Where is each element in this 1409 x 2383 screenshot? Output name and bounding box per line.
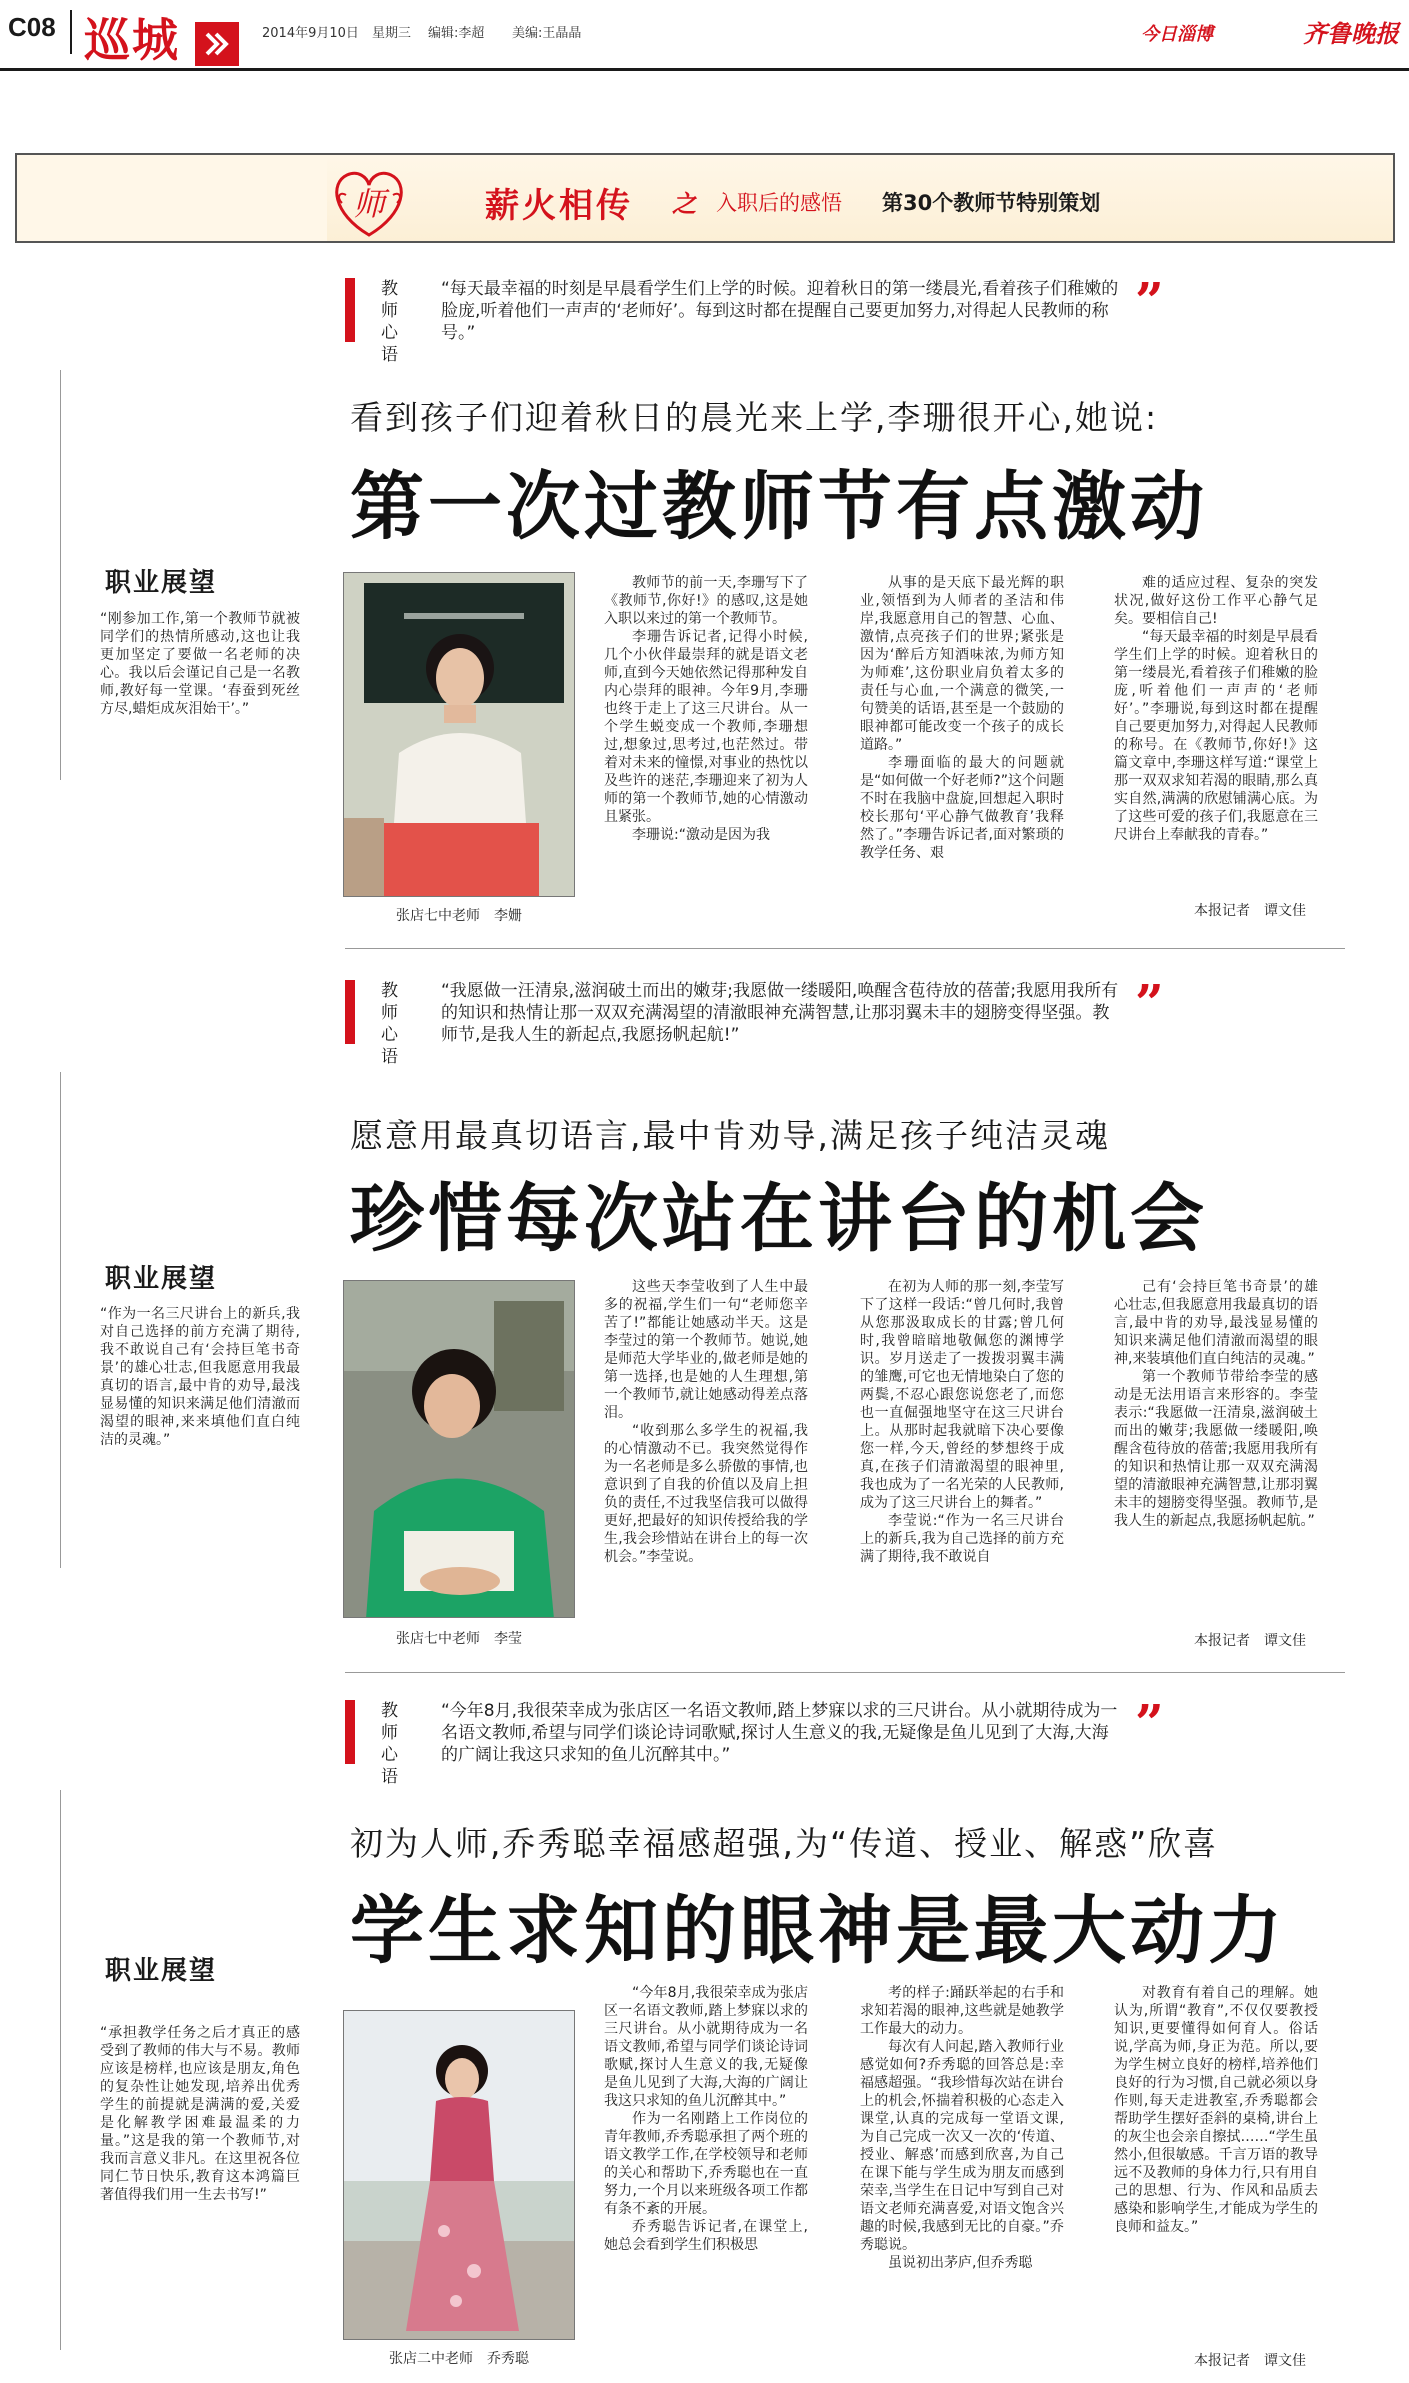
paragraph: 考的样子:踊跃举起的右手和求知若渴的眼神,这些就是她教学工作最大的动力。 — [860, 1985, 1064, 2037]
page-number: C08 — [8, 12, 56, 42]
sidebar-title: 职业展望 — [105, 568, 218, 598]
paper-name: 齐鲁晚报 — [1303, 19, 1399, 48]
section-divider — [345, 1672, 1345, 1673]
paragraph: 乔秀聪告诉记者,在课堂上,她总会看到学生们积极思 — [604, 2219, 808, 2253]
sidebar-text: “刚参加工作,第一个教师节就被同学们的热情所感动,这也让我更加坚定了要做一名老师的决心。我以后会谨记自己是一名教师,教好每一堂课。‘春蚕到死丝方尽,蜡炬成灰泪始干’。” — [100, 611, 300, 717]
quote-text: “我愿做一汪清泉,滋润破土而出的嫩芽;我愿做一缕暖阳,唤醒含苞待放的蓓蕾;我愿用我所有的知识和热情让那一双双充满渴望的清澈眼神充满智慧,让那羽翼未丰的翅膀变得坚强。教师节,是我人生的新起点,我愿扬帆起航!” — [441, 981, 1119, 1045]
sidebar-title: 职业展望 — [105, 1956, 218, 1986]
banner-connector: 之 — [672, 189, 696, 218]
reporter-byline: 本报记者 谭文佳 — [1194, 1633, 1306, 1649]
teacher-photo — [343, 1280, 575, 1618]
quote-label: 教师心语 — [381, 981, 398, 1067]
article-column-2 — [860, 1278, 1064, 1566]
quote-mark: ” — [1135, 973, 1164, 1032]
masthead — [0, 0, 1409, 70]
reporter-byline: 本报记者 谭文佳 — [1194, 2353, 1306, 2369]
double-chevron-icon — [195, 22, 239, 66]
article-column-2 — [860, 574, 1064, 862]
article-column-3 — [1114, 574, 1318, 844]
article-headline: 第一次过教师节有点激动 — [350, 464, 1208, 550]
sidebar-rule — [60, 370, 61, 780]
paragraph: 每次有人问起,踏入教师行业感觉如何?乔秀聪的回答总是:幸福感超强。“我珍惜每次站在讲台上的机会,怀揣着积极的心态走入课堂,认真的完成每一堂语文课,为自己完成一次又一次的‘传道、授业、解惑’而感到欣喜,为自己在课下能与学生成为朋友而感到荣幸,当学生在日记中写到自己对语文老师充满喜爱,对语文饱含兴趣的时候,我感到无比的自豪。”乔秀聪说。 — [860, 2039, 1064, 2253]
paragraph: 己有‘会持巨笔书奇景’的雄心壮志,但我愿意用我最真切的语言,最中肯的劝导,最浅显易懂的知识来满足他们清澈而渴望的眼神,来装填他们直白纯洁的灵魂。” — [1114, 1279, 1318, 1367]
paragraph: 在初为人师的那一刻,李莹写下了这样一段话:“曾几何时,我曾从您那汲取成长的甘露;曾几何时,我曾暗暗地敬佩您的渊博学识。岁月送走了一拨拨羽翼丰满的雏鹰,可它也无情地染白了您的两鬓,不忍心跟您说您老了,而您也一直倔强地坚守在这三尺讲台上。从那时起我就暗下决心要像您一样,今天,曾经的梦想终于成真,在孩子们清澈渴望的眼神里,我也成为了一名光荣的人民教师,成为了这三尺讲台上的舞者。” — [860, 1279, 1064, 1511]
quote-mark: ” — [1135, 271, 1164, 330]
photo-caption: 张店二中老师 乔秀聪 — [389, 2351, 529, 2367]
editor-credit: 编辑:李超 — [428, 26, 485, 41]
article-column-1 — [604, 1984, 808, 2254]
teacher-quote-block — [345, 271, 1195, 370]
article-headline: 学生求知的眼神是最大动力 — [350, 1888, 1286, 1974]
section-divider — [345, 948, 1345, 949]
photo-caption: 张店七中老师 李姗 — [396, 908, 522, 924]
sidebar-text: “承担教学任务之后才真正的感受到了教师的伟大与不易。教师应该是榜样,也应该是朋友,角色的复杂性让她发现,培养出优秀学生的前提就是满满的爱,关爱是化解教学困难最温柔的力量。”这是我的第一个教师节,对我而言意义非凡。在这里祝各位同仁节日快乐,教育这本鸿篇巨著值得我们用一生去书写!” — [100, 2025, 300, 2203]
paragraph: “今年8月,我很荣幸成为张店区一名语文教师,踏上梦寐以求的三尺讲台。从小就期待成为一名语文教师,希望与同学们谈论诗词歌赋,探讨人生意义的我,无疑像是鱼儿见到了大海,大海的广阔让我这只求知的鱼儿沉醉其中。” — [604, 1985, 808, 2109]
article-column-3 — [1114, 1278, 1318, 1530]
article-kicker: 初为人师,乔秀聪幸福感超强,为“传道、授业、解惑”欣喜 — [350, 1824, 1219, 1863]
special-feature-banner — [15, 153, 1395, 243]
banner-title: 薪火相传 — [485, 186, 633, 226]
paragraph: 虽说初出茅庐,但乔秀聪 — [888, 2255, 1033, 2271]
paper-edition: 今日淄博 — [1141, 24, 1213, 45]
article-headline: 珍惜每次站在讲台的机会 — [350, 1176, 1208, 1262]
article-kicker: 愿意用最真切语言,最中肯劝导,满足孩子纯洁灵魂 — [350, 1116, 1110, 1155]
quote-text: “今年8月,我很荣幸成为张店区一名语文教师,踏上梦寐以求的三尺讲台。从小就期待成为一名语文教师,希望与同学们谈论诗词歌赋,探讨人生意义的我,无疑像是鱼儿见到了大海,大海的广阔让我这只求知的鱼儿沉醉其中。” — [441, 1701, 1118, 1765]
logo-lettering: 师 — [352, 185, 386, 223]
teacher-photo — [343, 572, 575, 897]
article-column-1 — [604, 1278, 808, 1566]
paragraph: 李珊面临的最大的问题就是“如何做一个好老师?”这个问题不时在我脑中盘旋,回想起入职时校长那句‘平心静气做教育’我释然了。”李珊告诉记者,面对繁琐的教学任务、艰 — [860, 755, 1064, 861]
issue-date: 2014年9月10日 — [262, 26, 359, 41]
paragraph: 李莹说:“作为一名三尺讲台上的新兵,我为自己选择的前方充满了期待,我不敢说自 — [860, 1513, 1064, 1565]
quote-text: “每天最幸福的时刻是早晨看学生们上学的时候。迎着秋日的第一缕晨光,看着孩子们稚嫩的脸庞,听着他们一声声的‘老师好’。每到这时都在提醒自己要更加努力,对得起人民教师的称号。” — [441, 279, 1119, 343]
sidebar-rule — [60, 1790, 61, 2350]
paragraph: 从事的是天底下最光辉的职业,领悟到为人师者的圣洁和伟岸,我愿意用自己的智慧、心血、激情,点亮孩子们的世界;紧张是因为‘醉后方知酒味浓,为师方知为师难’,这份职业肩负着太多的责任与心血,一个满意的微笑,一句赞美的话语,甚至是一个鼓励的眼神都可能改变一个孩子的成长道路。” — [860, 575, 1064, 753]
paragraph: “每天最幸福的时刻是早晨看学生们上学的时候。迎着秋日的第一缕晨光,看着孩子们稚嫩的脸庞,听着他们一声声的‘老师好’。”李珊说,每到这时都在提醒自己要更加努力,对得起人民教师的称号。在《教师节,你好!》这篇文章中,李珊这样写道:“课堂上那一双双求知若渴的眼睛,那么真实自然,满满的欣慰铺满心底。为了这些可爱的孩子们,我愿意在三尺讲台上奉献我的青春。” — [1114, 629, 1318, 843]
quote-accent-bar — [345, 278, 355, 342]
quote-label: 教师心语 — [381, 1701, 398, 1787]
designer-credit: 美编:王晶晶 — [512, 26, 582, 41]
paragraph: 对教育有着自己的理解。她认为,所谓“教育”,不仅仅要教授知识,更要懂得如何育人。俗话说,学高为师,身正为范。所以,要为学生树立良好的榜样,培养他们良好的行为习惯,自己就必须以身作则,每天走进教室,乔秀聪都会帮助学生摆好歪斜的桌椅,讲台上的灰尘也会亲自擦拭……“学生虽然小,但很敏感。千言万语的教导远不及教师的身体力行,只有用自己的思想、行为、作风和品质去感染和影响学生,才能成为学生的良师和益友。” — [1114, 1985, 1318, 2235]
quote-mark: ” — [1135, 1693, 1164, 1752]
paragraph: “收到那么多学生的祝福,我的心情激动不已。我突然觉得作为一名老师是多么骄傲的事情,也意识到了自我的价值以及肩上担负的责任,不过我坚信我可以做得更好,把最好的知识传授给我的学生,我会珍惜站在讲台上的每一次机会。”李莹说。 — [604, 1423, 808, 1565]
teacher-logo-icon — [322, 163, 417, 243]
section-name: 巡城 — [84, 13, 180, 67]
banner-subtitle: 入职后的感悟 — [716, 191, 842, 215]
issue-weekday: 星期三 — [372, 26, 412, 41]
banner-special-plan: 第30个教师节特别策划 — [882, 191, 1101, 215]
quote-accent-bar — [345, 1700, 355, 1764]
sidebar-rule — [60, 1072, 61, 1568]
photo-caption: 张店七中老师 李莹 — [396, 1631, 522, 1647]
paragraph: 这些天李莹收到了人生中最多的祝福,学生们一句“老师您辛苦了!”都能让她感动半天。这是李莹过的第一个教师节。她说,她是师范大学毕业的,做老师是她的第一选择,也是她的人生理想,第一个教师节,就让她感动得差点落泪。 — [604, 1279, 808, 1421]
quote-accent-bar — [345, 980, 355, 1044]
article-kicker: 看到孩子们迎着秋日的晨光来上学,李珊很开心,她说: — [350, 398, 1159, 437]
paragraph: 李珊告诉记者,记得小时候,几个小伙伴最崇拜的就是语文老师,直到今天她依然记得那种发自内心崇拜的眼神。今年9月,李珊也终于走上了这三尺讲台。从一个学生蜕变成一个教师,李珊想过,想象过,思考过,也茫然过。带着对未来的憧憬,对事业的热忱以及些许的迷茫,李珊迎来了初为人师的第一个教师节,她的心情激动且紧张。 — [604, 629, 808, 825]
quote-label: 教师心语 — [381, 279, 398, 365]
paragraph: 第一个教师节带给李莹的感动是无法用语言来形容的。李莹表示:“我愿做一汪清泉,滋润破土而出的嫩芽;我愿做一缕暖阳,唤醒含苞待放的蓓蕾;我愿用我所有的知识和热情让那一双双充满渴望的清澈眼神充满智慧,让那羽翼未丰的翅膀变得坚强。教师节,是我人生的新起点,我愿扬帆起航。” — [1114, 1369, 1318, 1529]
paragraph: 作为一名刚踏上工作岗位的青年教师,乔秀聪承担了两个班的语文教学工作,在学校领导和老师的关心和帮助下,乔秀聪也在一直努力,一个月以来班级各项工作都有条不紊的开展。 — [604, 2111, 808, 2217]
paragraph: 李珊说:“激动是因为我 — [632, 827, 770, 843]
reporter-byline: 本报记者 谭文佳 — [1194, 903, 1306, 919]
article-column-3 — [1114, 1984, 1318, 2236]
article-column-1 — [604, 574, 808, 844]
masthead-separator — [70, 10, 72, 54]
article-column-2 — [860, 1984, 1064, 2272]
teacher-photo — [343, 2010, 575, 2340]
paragraph: 教师节的前一天,李珊写下了《教师节,你好!》的感叹,这是她入职以来过的第一个教师节。 — [604, 575, 808, 627]
masthead-rule — [0, 68, 1409, 71]
sidebar-title: 职业展望 — [105, 1264, 218, 1294]
paragraph: 难的适应过程、复杂的突发状况,做好这份工作平心静气足矣。要相信自己! — [1114, 575, 1318, 627]
teacher-quote-block — [345, 1693, 1195, 1792]
sidebar-text: “作为一名三尺讲台上的新兵,我对自己选择的前方充满了期待,我不敢说自己有‘会持巨笔书奇景’的雄心壮志,但我愿意用我最真切的语言,最中肯的劝导,最浅显易懂的知识来满足他们清澈而渴望的眼神,来来填他们直白纯洁的灵魂。” — [100, 1306, 300, 1448]
teacher-quote-block — [345, 973, 1195, 1072]
